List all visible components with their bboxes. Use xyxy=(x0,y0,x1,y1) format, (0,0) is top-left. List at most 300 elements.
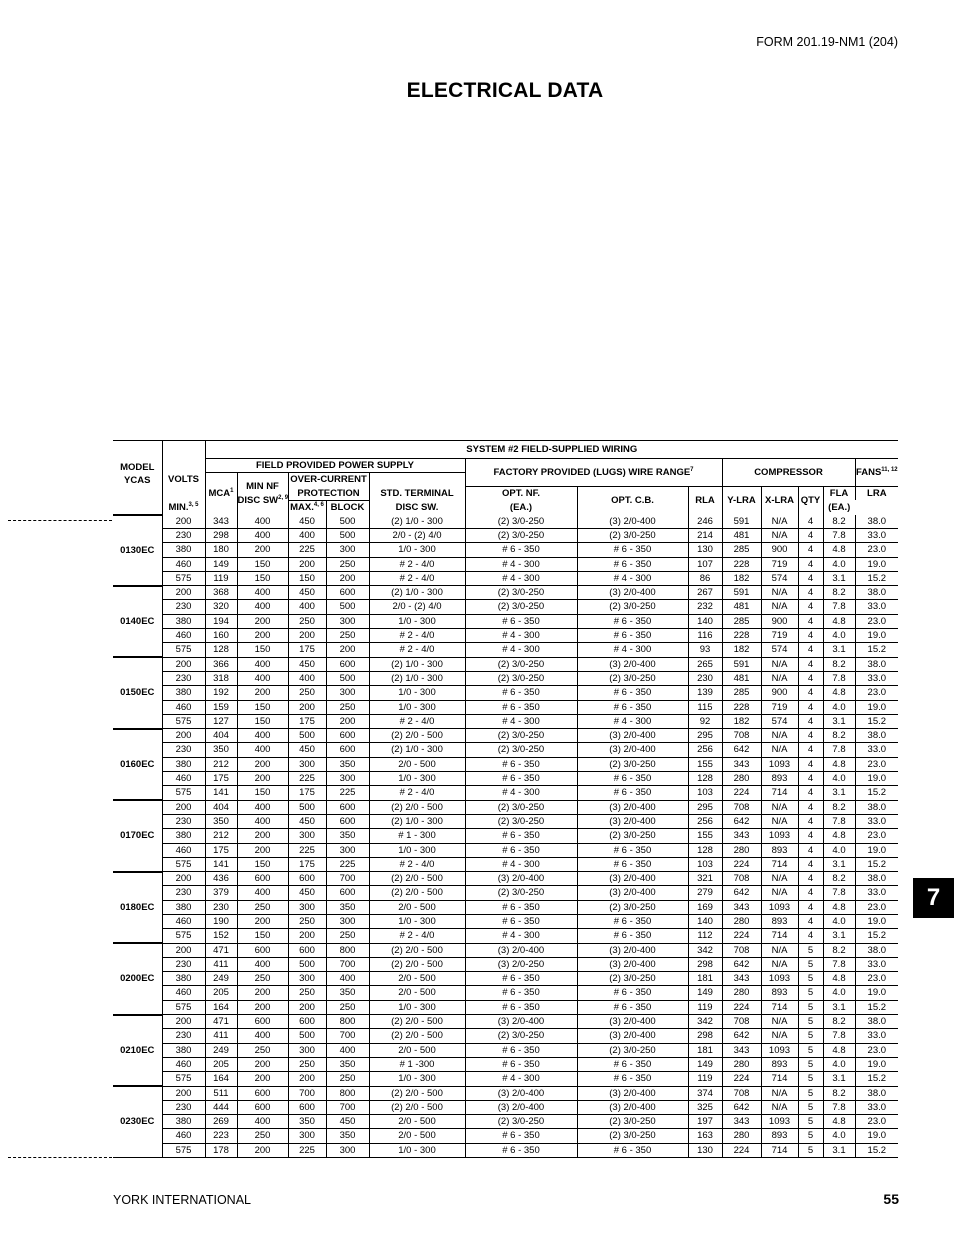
table-row xyxy=(113,986,898,1000)
data-cell: 181 xyxy=(688,1043,722,1057)
data-cell: (3) 2/0-400 xyxy=(465,943,577,957)
data-cell: 8.2 xyxy=(823,515,855,529)
data-cell: 4.0 xyxy=(823,700,855,714)
data-cell: 481 xyxy=(722,600,761,614)
data-cell: 7.8 xyxy=(823,671,855,685)
data-cell: (2) 3/0-250 xyxy=(577,829,688,843)
data-cell: 714 xyxy=(761,857,798,871)
data-cell: # 6 - 350 xyxy=(577,614,688,628)
data-cell: # 6 - 350 xyxy=(465,757,577,771)
data-cell: (3) 2/0-400 xyxy=(577,729,688,743)
data-cell: 4 xyxy=(798,843,823,857)
data-cell: 800 xyxy=(326,943,369,957)
table-row xyxy=(113,543,898,557)
table-row xyxy=(113,1043,898,1057)
max-label: MAX. xyxy=(290,502,314,514)
data-cell: 200 xyxy=(237,1072,288,1086)
table-row xyxy=(113,857,898,871)
data-cell: N/A xyxy=(761,586,798,600)
data-cell: 893 xyxy=(761,986,798,1000)
data-cell: 500 xyxy=(326,515,369,529)
data-cell: N/A xyxy=(761,943,798,957)
data-cell: (2) 3/0-250 xyxy=(465,600,577,614)
data-cell: 4.8 xyxy=(823,829,855,843)
data-cell: (2) 3/0-250 xyxy=(465,729,577,743)
data-cell: 320 xyxy=(205,600,237,614)
data-cell: 15.2 xyxy=(855,929,898,943)
data-cell: 175 xyxy=(288,643,326,657)
data-cell: 1093 xyxy=(761,900,798,914)
data-cell: 200 xyxy=(237,614,288,628)
data-cell: N/A xyxy=(761,1029,798,1043)
fans-header xyxy=(855,459,898,487)
data-cell: 280 xyxy=(722,772,761,786)
data-cell: 250 xyxy=(288,614,326,628)
data-cell: 1093 xyxy=(761,972,798,986)
max-footnote: 4, 6 xyxy=(313,502,324,509)
data-cell: 714 xyxy=(761,1143,798,1157)
data-cell: 700 xyxy=(326,1100,369,1114)
data-cell: 4 xyxy=(798,872,823,886)
data-cell: 228 xyxy=(722,700,761,714)
factory-lugs-label: FACTORY PROVIDED (LUGS) WIRE RANGE xyxy=(493,466,691,478)
min-nf-disc-sw-header xyxy=(237,473,288,515)
data-cell: 265 xyxy=(688,657,722,671)
data-cell: 149 xyxy=(688,986,722,1000)
data-cell: 200 xyxy=(237,829,288,843)
data-cell: 600 xyxy=(326,814,369,828)
data-cell: 708 xyxy=(722,943,761,957)
data-cell: 300 xyxy=(326,915,369,929)
data-cell: N/A xyxy=(761,1100,798,1114)
data-cell: 3.1 xyxy=(823,571,855,585)
data-cell: 719 xyxy=(761,700,798,714)
data-cell: 460 xyxy=(162,557,205,571)
margin-dash-top xyxy=(8,520,112,521)
data-cell: 107 xyxy=(688,557,722,571)
page-title: ELECTRICAL DATA xyxy=(406,79,604,102)
data-cell: 139 xyxy=(688,686,722,700)
data-cell: 400 xyxy=(288,600,326,614)
data-cell: 200 xyxy=(237,543,288,557)
data-cell: 600 xyxy=(288,1100,326,1114)
data-cell: 444 xyxy=(205,1100,237,1114)
data-cell: 103 xyxy=(688,857,722,871)
data-cell: 163 xyxy=(688,1129,722,1143)
data-cell: 575 xyxy=(162,857,205,871)
data-cell: N/A xyxy=(761,729,798,743)
data-cell: 3.1 xyxy=(823,1000,855,1014)
data-cell: 3.1 xyxy=(823,714,855,728)
data-cell: 200 xyxy=(288,557,326,571)
data-cell: 8.2 xyxy=(823,943,855,957)
data-cell: 575 xyxy=(162,1000,205,1014)
data-cell: 1/0 - 300 xyxy=(369,543,465,557)
table-row xyxy=(113,900,898,914)
data-cell: (3) 2/0-400 xyxy=(577,814,688,828)
fans-label: FANS xyxy=(855,466,882,478)
data-cell: 224 xyxy=(722,857,761,871)
data-cell: 200 xyxy=(237,843,288,857)
data-cell: # 4 - 300 xyxy=(465,571,577,585)
data-cell: 194 xyxy=(205,614,237,628)
factory-lugs-footnote: 7 xyxy=(690,466,694,473)
data-cell: 225 xyxy=(326,857,369,871)
data-cell: 19.0 xyxy=(855,843,898,857)
data-cell: 4.8 xyxy=(823,972,855,986)
data-cell: 1/0 - 300 xyxy=(369,700,465,714)
data-cell: 4.0 xyxy=(823,986,855,1000)
data-cell: 150 xyxy=(237,786,288,800)
system-header: SYSTEM #2 FIELD-SUPPLIED WIRING xyxy=(205,441,898,459)
data-cell: (3) 2/0-400 xyxy=(577,1100,688,1114)
data-cell: # 1 -300 xyxy=(369,1057,465,1071)
data-cell: 2/0 - 500 xyxy=(369,1043,465,1057)
data-cell: (3) 2/0-400 xyxy=(577,743,688,757)
data-cell: 119 xyxy=(205,571,237,585)
data-cell: 380 xyxy=(162,829,205,843)
data-cell: 200 xyxy=(162,657,205,671)
data-cell: 575 xyxy=(162,929,205,943)
data-cell: 481 xyxy=(722,671,761,685)
data-cell: 500 xyxy=(326,600,369,614)
data-cell: 200 xyxy=(237,772,288,786)
data-cell: 4 xyxy=(798,772,823,786)
data-cell: 230 xyxy=(162,743,205,757)
data-cell: 318 xyxy=(205,671,237,685)
data-cell: # 6 - 350 xyxy=(577,1072,688,1086)
data-cell: # 6 - 350 xyxy=(577,629,688,643)
data-cell: (2) 3/0-250 xyxy=(465,886,577,900)
table-row xyxy=(113,1143,898,1157)
data-cell: 5 xyxy=(798,1029,823,1043)
data-cell: # 6 - 350 xyxy=(577,857,688,871)
data-cell: 321 xyxy=(688,872,722,886)
data-cell: 200 xyxy=(162,800,205,814)
data-cell: 3.1 xyxy=(823,643,855,657)
table-row xyxy=(113,686,898,700)
data-cell: 893 xyxy=(761,1057,798,1071)
data-cell: (2) 2/0 - 500 xyxy=(369,729,465,743)
data-cell: 8.2 xyxy=(823,1086,855,1100)
data-cell: 5 xyxy=(798,1015,823,1029)
table-row xyxy=(113,1086,898,1100)
data-cell: 250 xyxy=(326,929,369,943)
data-cell: (3) 2/0-400 xyxy=(577,515,688,529)
data-cell: (2) 2/0 - 500 xyxy=(369,943,465,957)
data-cell: 893 xyxy=(761,843,798,857)
data-cell: (2) 3/0-250 xyxy=(465,657,577,671)
data-cell: 200 xyxy=(288,1072,326,1086)
data-cell: # 4 - 300 xyxy=(465,714,577,728)
data-cell: # 6 - 350 xyxy=(465,1043,577,1057)
data-cell: 404 xyxy=(205,729,237,743)
data-cell: 380 xyxy=(162,1043,205,1057)
data-cell: N/A xyxy=(761,800,798,814)
data-cell: 400 xyxy=(237,528,288,542)
block-header: BLOCK xyxy=(326,500,369,514)
data-cell: 298 xyxy=(688,957,722,971)
data-cell: 19.0 xyxy=(855,986,898,1000)
data-cell: # 6 - 350 xyxy=(577,915,688,929)
data-cell: 160 xyxy=(205,629,237,643)
data-cell: (3) 2/0-400 xyxy=(577,586,688,600)
data-cell: # 6 - 350 xyxy=(465,614,577,628)
data-cell: (2) 3/0-250 xyxy=(465,814,577,828)
data-cell: 350 xyxy=(326,829,369,843)
table-body xyxy=(113,515,898,1158)
data-cell: 400 xyxy=(237,800,288,814)
table-row xyxy=(113,972,898,986)
data-cell: 8.2 xyxy=(823,1015,855,1029)
data-cell: # 2 - 4/0 xyxy=(369,929,465,943)
data-cell: 7.8 xyxy=(823,600,855,614)
data-cell: # 6 - 350 xyxy=(465,772,577,786)
data-cell: 200 xyxy=(326,643,369,657)
data-cell: (2) 1/0 - 300 xyxy=(369,657,465,671)
data-cell: 708 xyxy=(722,1086,761,1100)
data-cell: 175 xyxy=(205,843,237,857)
data-cell: 1/0 - 300 xyxy=(369,1143,465,1157)
factory-lugs-header xyxy=(465,459,722,487)
data-cell: 200 xyxy=(237,1057,288,1071)
data-cell: 500 xyxy=(288,800,326,814)
data-cell: 150 xyxy=(288,571,326,585)
data-cell: 4 xyxy=(798,643,823,657)
data-cell: 500 xyxy=(288,729,326,743)
data-cell: 224 xyxy=(722,1000,761,1014)
data-cell: # 6 - 350 xyxy=(577,986,688,1000)
data-cell: 1/0 - 300 xyxy=(369,1072,465,1086)
data-cell: 38.0 xyxy=(855,515,898,529)
data-cell: 591 xyxy=(722,515,761,529)
data-cell: 600 xyxy=(288,872,326,886)
data-cell: (2) 3/0-250 xyxy=(577,600,688,614)
table-row xyxy=(113,757,898,771)
electrical-data-table xyxy=(113,440,898,1158)
data-cell: 7.8 xyxy=(823,743,855,757)
data-cell: 436 xyxy=(205,872,237,886)
protection-header: PROTECTION xyxy=(288,487,369,501)
data-cell: 700 xyxy=(288,1086,326,1100)
data-cell: 450 xyxy=(326,1115,369,1129)
data-cell: 380 xyxy=(162,972,205,986)
data-cell: 7.8 xyxy=(823,528,855,542)
data-cell: 5 xyxy=(798,1129,823,1143)
fans-footnote: 11, 12 xyxy=(881,466,898,473)
data-cell: 4.0 xyxy=(823,1057,855,1071)
table-row xyxy=(113,872,898,886)
data-cell: (2) 1/0 - 300 xyxy=(369,671,465,685)
data-cell: 223 xyxy=(205,1129,237,1143)
data-cell: 33.0 xyxy=(855,671,898,685)
data-cell: # 2 - 4/0 xyxy=(369,571,465,585)
data-cell: 1093 xyxy=(761,757,798,771)
data-cell: (2) 3/0-250 xyxy=(465,1029,577,1043)
data-cell: 128 xyxy=(688,843,722,857)
data-cell: 230 xyxy=(162,1100,205,1114)
data-cell: # 2 - 4/0 xyxy=(369,857,465,871)
data-cell: (2) 3/0-250 xyxy=(465,743,577,757)
data-cell: 300 xyxy=(288,900,326,914)
data-cell: 2/0 - 500 xyxy=(369,1129,465,1143)
data-cell: N/A xyxy=(761,957,798,971)
data-cell: 23.0 xyxy=(855,900,898,914)
data-cell: 295 xyxy=(688,800,722,814)
data-cell: 5 xyxy=(798,1100,823,1114)
data-cell: 152 xyxy=(205,929,237,943)
data-cell: 343 xyxy=(722,757,761,771)
data-cell: 708 xyxy=(722,1015,761,1029)
data-cell: # 4 - 300 xyxy=(577,714,688,728)
data-cell: 460 xyxy=(162,843,205,857)
data-cell: 33.0 xyxy=(855,1029,898,1043)
data-cell: 23.0 xyxy=(855,1115,898,1129)
data-cell: 600 xyxy=(288,943,326,957)
data-cell: (3) 2/0-250 xyxy=(465,957,577,971)
data-cell: N/A xyxy=(761,1086,798,1100)
data-cell: 4 xyxy=(798,629,823,643)
data-cell: 119 xyxy=(688,1000,722,1014)
data-cell: 8.2 xyxy=(823,586,855,600)
data-cell: 574 xyxy=(761,571,798,585)
data-cell: # 6 - 350 xyxy=(465,1143,577,1157)
data-cell: 342 xyxy=(688,943,722,957)
data-cell: 8.2 xyxy=(823,800,855,814)
data-cell: 250 xyxy=(288,686,326,700)
data-cell: 460 xyxy=(162,700,205,714)
model-cell: 0150EC xyxy=(113,657,162,728)
data-cell: 8.2 xyxy=(823,872,855,886)
data-cell: 380 xyxy=(162,543,205,557)
data-cell: 149 xyxy=(205,557,237,571)
data-cell: (2) 3/0-250 xyxy=(465,800,577,814)
data-cell: 250 xyxy=(326,1072,369,1086)
data-cell: 4.0 xyxy=(823,1129,855,1143)
std-terminal-header: STD. TERMINAL xyxy=(369,487,465,501)
data-cell: 192 xyxy=(205,686,237,700)
data-cell: 893 xyxy=(761,915,798,929)
data-cell: 500 xyxy=(326,671,369,685)
data-cell: # 6 - 350 xyxy=(577,772,688,786)
table-row xyxy=(113,600,898,614)
data-cell: 2/0 - 500 xyxy=(369,986,465,1000)
data-cell: 4 xyxy=(798,929,823,943)
data-cell: 119 xyxy=(688,1072,722,1086)
model-header-spacer xyxy=(113,500,162,514)
data-cell: 250 xyxy=(288,915,326,929)
data-cell: 2/0 - 500 xyxy=(369,1115,465,1129)
data-cell: (2) 3/0-250 xyxy=(465,1115,577,1129)
data-cell: 200 xyxy=(162,872,205,886)
table-row xyxy=(113,772,898,786)
data-cell: (2) 3/0-250 xyxy=(577,757,688,771)
model-cell: 0180EC xyxy=(113,872,162,943)
data-cell: 175 xyxy=(288,857,326,871)
data-cell: 400 xyxy=(237,729,288,743)
data-cell: 5 xyxy=(798,1043,823,1057)
table-row xyxy=(113,743,898,757)
data-cell: 33.0 xyxy=(855,528,898,542)
data-cell: 719 xyxy=(761,557,798,571)
mca-label: MCA xyxy=(208,488,231,500)
data-cell: 600 xyxy=(237,872,288,886)
data-cell: 708 xyxy=(722,872,761,886)
data-cell: 4.0 xyxy=(823,843,855,857)
data-cell: 4 xyxy=(798,700,823,714)
data-cell: 374 xyxy=(688,1086,722,1100)
min-nf-label: MIN NF xyxy=(246,480,279,492)
data-cell: 250 xyxy=(237,1043,288,1057)
data-cell: 225 xyxy=(288,772,326,786)
data-cell: 2/0 - (2) 4/0 xyxy=(369,528,465,542)
data-cell: 225 xyxy=(326,786,369,800)
data-cell: 600 xyxy=(237,1015,288,1029)
section-tab-marker: 7 xyxy=(913,878,954,918)
data-cell: # 6 - 350 xyxy=(465,915,577,929)
data-cell: 23.0 xyxy=(855,614,898,628)
data-cell: 900 xyxy=(761,686,798,700)
data-cell: 900 xyxy=(761,543,798,557)
data-cell: 1/0 - 300 xyxy=(369,1000,465,1014)
data-cell: 350 xyxy=(326,1129,369,1143)
data-cell: 380 xyxy=(162,900,205,914)
data-cell: 300 xyxy=(288,757,326,771)
data-cell: 714 xyxy=(761,1072,798,1086)
data-cell: 3.1 xyxy=(823,857,855,871)
data-cell: 4.8 xyxy=(823,900,855,914)
data-cell: 19.0 xyxy=(855,1129,898,1143)
data-cell: (3) 2/0-400 xyxy=(577,1029,688,1043)
data-cell: 300 xyxy=(326,614,369,628)
data-cell: 4.8 xyxy=(823,757,855,771)
opt-nf-header: OPT. NF. xyxy=(465,487,577,501)
data-cell: 4 xyxy=(798,515,823,529)
data-cell: 460 xyxy=(162,772,205,786)
data-cell: 4 xyxy=(798,915,823,929)
data-cell: (2) 1/0 - 300 xyxy=(369,814,465,828)
data-cell: # 2 - 4/0 xyxy=(369,629,465,643)
model-cell: 0170EC xyxy=(113,800,162,871)
data-cell: 33.0 xyxy=(855,814,898,828)
data-cell: # 6 - 350 xyxy=(465,900,577,914)
data-cell: # 6 - 350 xyxy=(577,929,688,943)
data-cell: 200 xyxy=(162,586,205,600)
opt-cb-header: OPT. C.B. xyxy=(577,487,688,515)
data-cell: # 4 - 300 xyxy=(465,1072,577,1086)
data-cell: 350 xyxy=(326,757,369,771)
data-cell: # 6 - 350 xyxy=(465,829,577,843)
data-cell: 38.0 xyxy=(855,657,898,671)
data-cell: 404 xyxy=(205,800,237,814)
data-cell: 400 xyxy=(237,743,288,757)
data-cell: 700 xyxy=(326,957,369,971)
xlra-header: X-LRA xyxy=(761,487,798,515)
data-cell: 4 xyxy=(798,743,823,757)
data-cell: 1093 xyxy=(761,829,798,843)
data-cell: 200 xyxy=(237,629,288,643)
data-cell: (3) 2/0-400 xyxy=(577,800,688,814)
data-cell: 23.0 xyxy=(855,543,898,557)
data-cell: # 6 - 350 xyxy=(577,1057,688,1071)
table-row xyxy=(113,629,898,643)
data-cell: 300 xyxy=(326,843,369,857)
data-cell: 575 xyxy=(162,571,205,585)
data-cell: 4 xyxy=(798,757,823,771)
data-cell: 5 xyxy=(798,1057,823,1071)
data-cell: 15.2 xyxy=(855,714,898,728)
data-cell: 714 xyxy=(761,786,798,800)
